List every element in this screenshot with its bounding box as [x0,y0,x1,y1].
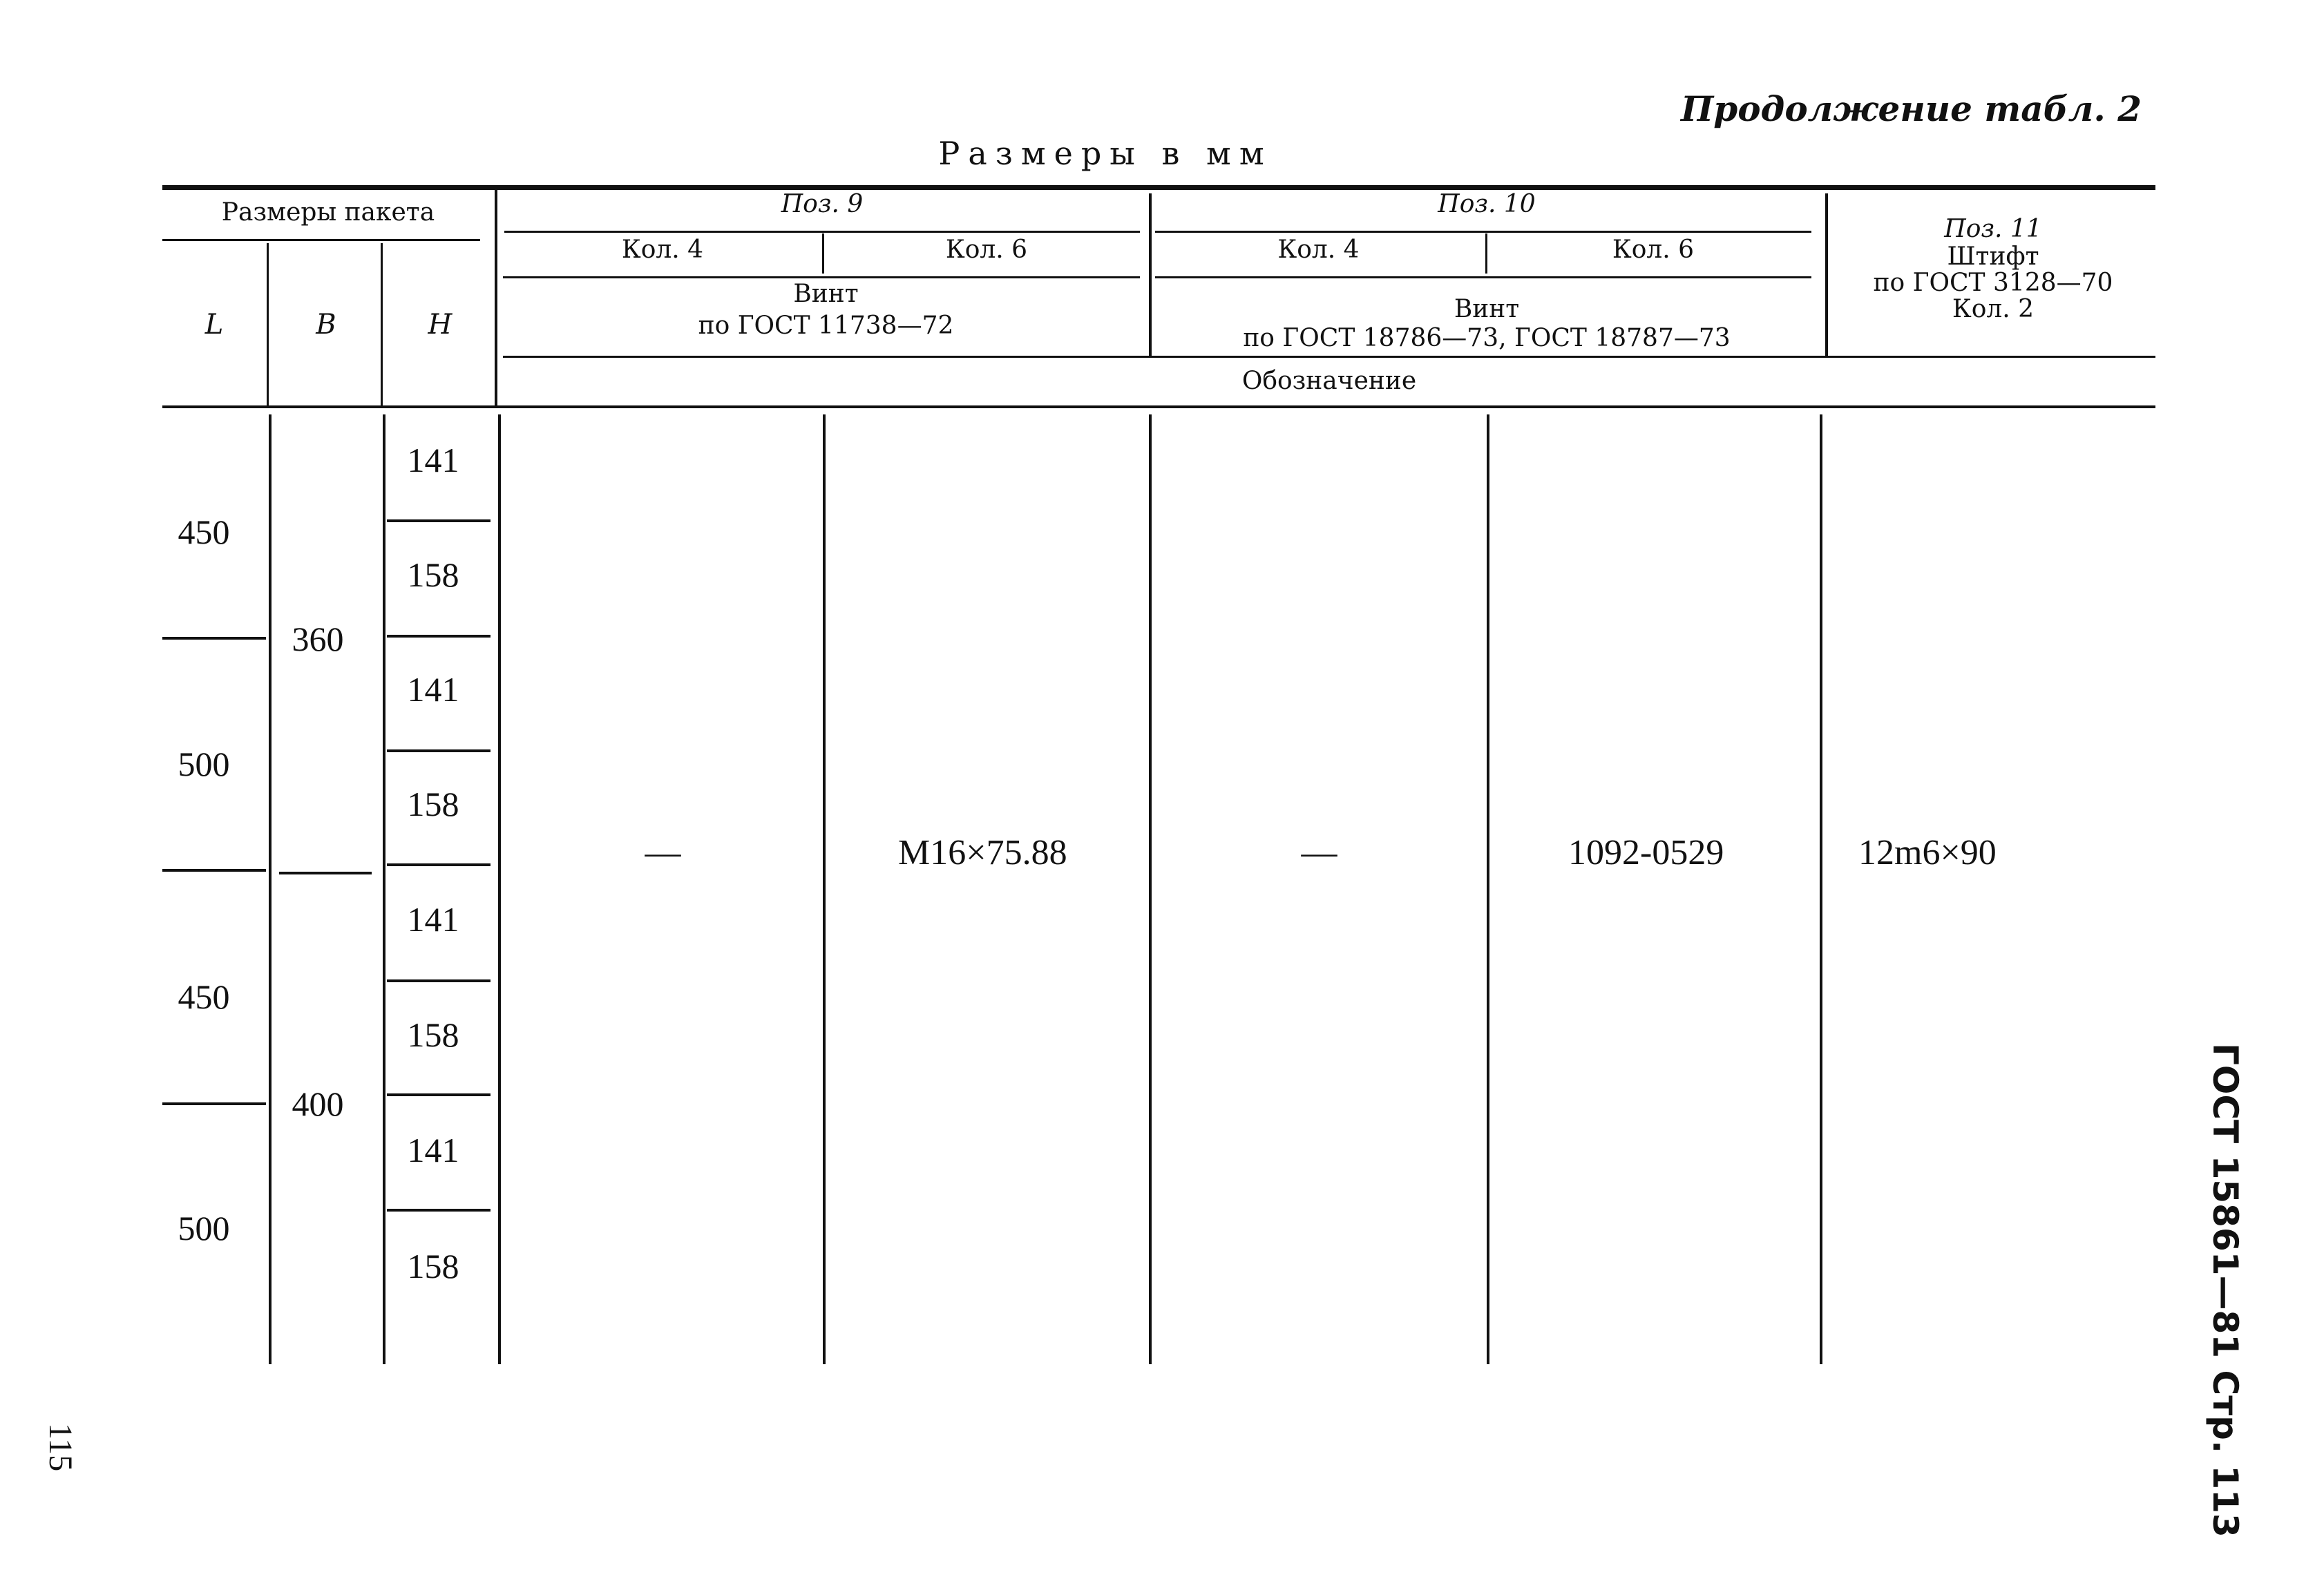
cell-H-7: 141 [407,1131,459,1169]
cell-H-2: 158 [407,555,459,594]
header-col-H: H [428,309,453,341]
rule-H-sep-1 [387,519,490,522]
cell-H-5: 141 [407,900,459,939]
rule-package-sizes [162,239,480,241]
header-pos10-title: Поз. 10 [1438,190,1536,218]
rule-H-sep-4 [387,863,490,866]
rule-designation-top [503,356,2155,358]
cell-H-6: 158 [407,1015,459,1054]
cell-pos9-qty6: М16×75.88 [898,833,1067,872]
units-caption: Размеры в мм [938,135,1273,172]
cell-H-8: 158 [407,1247,459,1285]
continuation-title: Продолжение табл. 2 [1681,88,2142,129]
rule-L-sep-1 [162,637,266,640]
header-pos10-standard: по ГОСТ 18786—73, ГОСТ 18787—73 [1243,324,1731,352]
header-pos11-title: Поз. 11 [1944,215,2042,243]
vline-pos10-pos11-body [1820,414,1822,1364]
header-designation: Обозначение [1241,367,1417,395]
cell-L-4: 500 [178,1209,230,1247]
vline-package-pos9-header [495,190,497,406]
rule-pos10-title [1155,231,1811,233]
rule-H-sep-2 [387,635,490,638]
cell-pos9-qty4: — [645,833,681,872]
cell-pos11: 12m6×90 [1858,833,1997,872]
rule-B-sep [279,872,372,874]
cell-H-1: 141 [407,441,459,479]
header-package-sizes: Размеры пакета [221,198,435,227]
cell-H-3: 141 [407,670,459,709]
header-pos10-qty6: Кол. 6 [1612,236,1695,264]
vline-pos10-split-body [1487,414,1489,1364]
vline-L-B-body [269,414,272,1364]
header-pos9-qty4: Кол. 4 [621,236,704,264]
cell-pos10-qty4: — [1301,833,1337,872]
vline-pos9-split-body [823,414,826,1364]
page-number: 115 [42,1423,79,1472]
header-pos9-title: Поз. 9 [781,190,864,218]
cell-L-1: 450 [178,513,230,551]
cell-pos10-qty6: 1092-0529 [1568,833,1724,872]
vline-B-H-body [383,414,385,1364]
side-standard-label: ГОСТ 15861—81 Стр. 113 [2205,1043,2245,1538]
cell-L-2: 500 [178,745,230,783]
cell-B-1: 360 [292,620,344,658]
header-pos9-qty6: Кол. 6 [945,236,1028,264]
header-bottom-rule [162,405,2155,408]
cell-L-3: 450 [178,977,230,1016]
header-pos11-qty: Кол. 2 [1952,295,2035,323]
header-pos11-item: Штифт [1947,242,2039,271]
vline-pos9-pos10-body [1149,414,1152,1364]
header-col-B: B [316,309,336,341]
rule-H-sep-5 [387,979,490,982]
rule-pos9-title [504,231,1140,233]
rule-H-sep-7 [387,1209,490,1212]
rule-pos10-qty [1155,276,1811,278]
rule-pos9-qty [503,276,1140,278]
header-pos10-item: Винт [1454,295,1520,323]
cell-B-2: 400 [292,1084,344,1123]
vline-L-B-header [267,243,269,406]
rule-L-sep-2 [162,869,266,872]
rule-L-sep-3 [162,1102,266,1105]
rule-H-sep-6 [387,1093,490,1096]
rule-H-sep-3 [387,749,490,752]
header-pos11-standard: по ГОСТ 3128—70 [1873,269,2113,297]
header-pos10-qty4: Кол. 4 [1277,236,1360,264]
vline-H-pos9-body [498,414,501,1364]
header-pos9-item: Винт [793,280,859,308]
header-pos9-standard: по ГОСТ 11738—72 [698,312,954,340]
cell-H-4: 158 [407,785,459,823]
header-col-L: L [204,309,224,341]
top-rule [162,185,2155,190]
